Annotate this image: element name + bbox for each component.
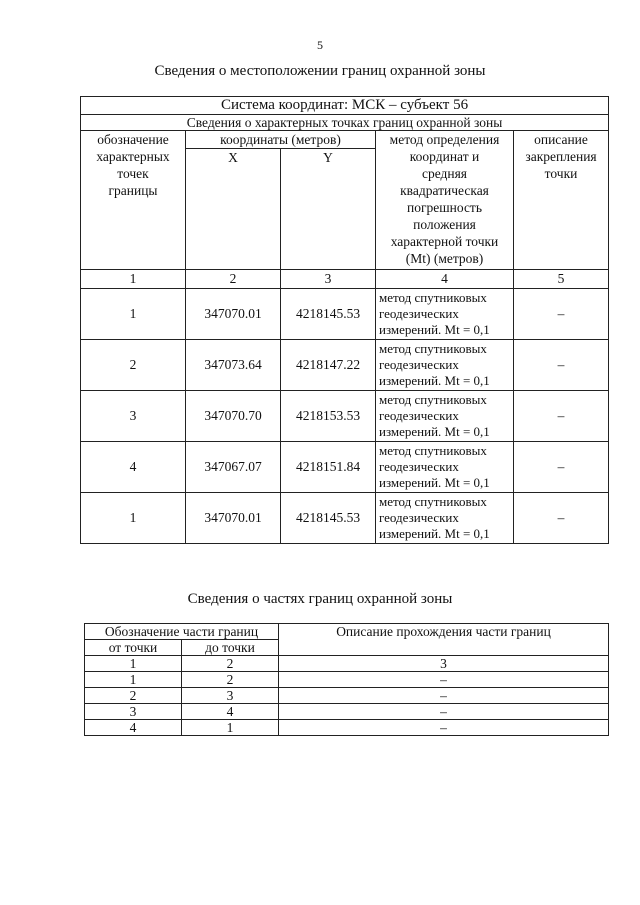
point-description: – (514, 340, 609, 391)
from-point: 2 (85, 688, 182, 704)
method-cell (376, 289, 514, 340)
boundary-points-table (80, 96, 609, 544)
header-x: X (186, 149, 281, 270)
method-line: измерений. Mt = 0,1 (379, 373, 490, 388)
table-row (81, 289, 609, 340)
coord-y: 4218145.53 (281, 289, 376, 340)
method-line: геодезических (379, 408, 459, 423)
point-number: 1 (81, 289, 186, 340)
header-row-1 (81, 131, 609, 149)
parts-column-number-row (85, 656, 609, 672)
header-description-line: закрепления (525, 149, 597, 164)
header-part-description: Описание прохождения части границ (279, 624, 609, 656)
column-number: 2 (182, 656, 279, 672)
coord-y: 4218151.84 (281, 442, 376, 493)
method-line: геодезических (379, 510, 459, 525)
header-method-line: средняя (421, 166, 468, 181)
table-row (85, 704, 609, 720)
method-line: метод спутниковых (379, 443, 487, 458)
point-number: 4 (81, 442, 186, 493)
boundary-parts-table (84, 623, 609, 736)
point-description: – (514, 493, 609, 544)
point-number: 2 (81, 340, 186, 391)
coord-y: 4218147.22 (281, 340, 376, 391)
column-number: 5 (514, 270, 609, 289)
column-number: 1 (85, 656, 182, 672)
point-number: 1 (81, 493, 186, 544)
column-number-row (81, 270, 609, 289)
header-description-line: описание (534, 132, 588, 147)
column-number: 3 (281, 270, 376, 289)
header-method-line: характерной точки (390, 234, 499, 249)
header-part-designation: Обозначение части границ (85, 624, 279, 640)
from-point: 4 (85, 720, 182, 736)
table-row (85, 688, 609, 704)
method-line: измерений. Mt = 0,1 (379, 322, 490, 337)
header-designation-line: обозначение (97, 132, 169, 147)
parts-header-row-1 (85, 624, 609, 640)
part-description: – (279, 672, 609, 688)
point-number: 3 (81, 391, 186, 442)
column-number: 3 (279, 656, 609, 672)
method-line: метод спутниковых (379, 494, 487, 509)
to-point: 3 (182, 688, 279, 704)
page-number: 5 (317, 38, 323, 52)
header-method-line: квадратическая (400, 183, 489, 198)
coord-system-row (81, 97, 609, 115)
method-line: геодезических (379, 357, 459, 372)
table-row (85, 672, 609, 688)
table-row (85, 720, 609, 736)
table-row (81, 340, 609, 391)
part-description: – (279, 704, 609, 720)
method-line: метод спутниковых (379, 290, 487, 305)
table-row (81, 442, 609, 493)
part-description: – (279, 720, 609, 736)
to-point: 2 (182, 672, 279, 688)
to-point: 4 (182, 704, 279, 720)
section2-heading: Сведения о частях границ охранной зоны (187, 591, 453, 607)
header-method-line: координат и (409, 149, 480, 164)
coord-x: 347070.01 (186, 493, 281, 544)
header-y: Y (281, 149, 376, 270)
method-line: метод спутниковых (379, 392, 487, 407)
header-method-line: метод определения (389, 132, 500, 147)
section1-heading: Сведения о местоположении границ охранной зоны (154, 63, 486, 79)
method-cell (376, 442, 514, 493)
points-title-row (81, 115, 609, 131)
coord-y: 4218153.53 (281, 391, 376, 442)
header-description (514, 131, 609, 270)
method-cell (376, 493, 514, 544)
from-point: 1 (85, 672, 182, 688)
table-row (81, 391, 609, 442)
column-number: 1 (81, 270, 186, 289)
coord-y: 4218145.53 (281, 493, 376, 544)
header-method-line: погрешность (406, 200, 482, 215)
method-line: геодезических (379, 459, 459, 474)
method-line: метод спутниковых (379, 341, 487, 356)
point-description: – (514, 391, 609, 442)
method-cell (376, 391, 514, 442)
point-description: – (514, 289, 609, 340)
method-line: измерений. Mt = 0,1 (379, 475, 490, 490)
method-line: измерений. Mt = 0,1 (379, 424, 490, 439)
method-line: геодезических (379, 306, 459, 321)
method-line: измерений. Mt = 0,1 (379, 526, 490, 541)
header-designation (81, 131, 186, 270)
header-coords: координаты (метров) (186, 131, 376, 149)
header-from-point: от точки (85, 640, 182, 656)
coord-system-label: Система координат: МСК – субъект 56 (81, 97, 609, 115)
header-designation-line: точек (117, 166, 149, 181)
coord-x: 347070.01 (186, 289, 281, 340)
column-number: 4 (376, 270, 514, 289)
part-description: – (279, 688, 609, 704)
column-number: 2 (186, 270, 281, 289)
header-method (376, 131, 514, 270)
header-method-line: (Mt) (метров) (405, 251, 484, 266)
header-to-point: до точки (182, 640, 279, 656)
coord-x: 347070.70 (186, 391, 281, 442)
point-description: – (514, 442, 609, 493)
points-title: Сведения о характерных точках границ охранной зоны (81, 115, 609, 131)
header-description-line: точки (544, 166, 578, 181)
header-designation-line: характерных (96, 149, 170, 164)
to-point: 1 (182, 720, 279, 736)
header-method-line: положения (413, 217, 476, 232)
method-cell (376, 340, 514, 391)
coord-x: 347073.64 (186, 340, 281, 391)
header-designation-line: границы (108, 183, 158, 198)
coord-x: 347067.07 (186, 442, 281, 493)
table-row (81, 493, 609, 544)
from-point: 3 (85, 704, 182, 720)
